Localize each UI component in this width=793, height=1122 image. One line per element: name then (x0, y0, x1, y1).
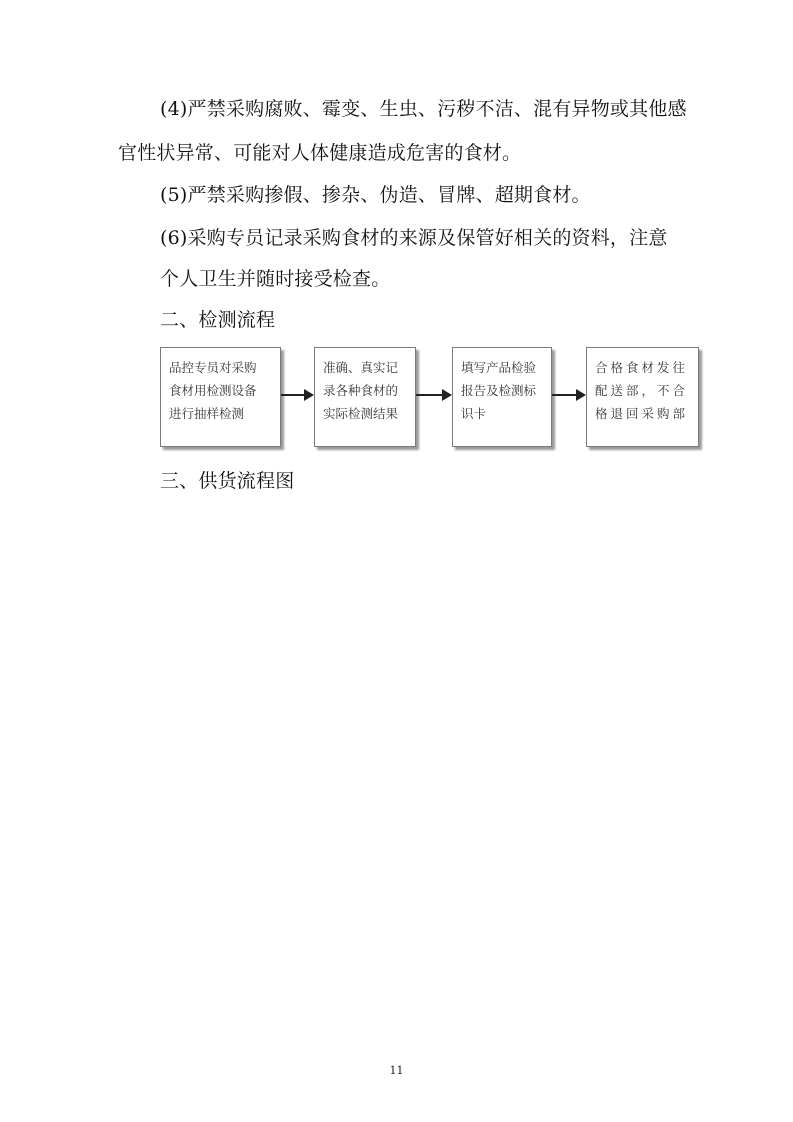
flow-step-record-results: 准确、真实记 录各种食材的 实际检测结果 (314, 347, 416, 447)
supply-flow-heading: 三、供货流程图 (160, 470, 295, 492)
item-6-line-2: 个人卫生并随时接受检查。 (160, 268, 391, 290)
item-4-line-2: 官性状异常、可能对人体健康造成危害的食材。 (118, 142, 522, 164)
page-number: 11 (389, 1064, 404, 1077)
item-4-line-1: (4)严禁采购腐败、霉变、生虫、污秽不洁、混有异物或其他感 (160, 98, 687, 120)
flow-arrow-2 (416, 389, 452, 401)
flow-step-fill-report: 填写产品检验 报告及检测标 识卡 (452, 347, 552, 447)
inspection-flowchart (160, 347, 705, 455)
item-6-line-1: (6)采购专员记录采购食材的来源及保管好相关的资料，注意 (160, 227, 668, 249)
flow-step-sampling: 品控专员对采购 食材用检测设备 进行抽样检测 (160, 347, 281, 447)
item-5: (5)严禁采购掺假、掺杂、伪造、冒牌、超期食材。 (160, 184, 591, 206)
flow-step-dispatch-or-return: 合格食材发往 配送部，不合 格退回采购部 (586, 347, 699, 447)
inspection-flow-heading: 二、检测流程 (160, 309, 276, 331)
flow-arrow-1 (281, 389, 314, 401)
flow-arrow-3 (552, 389, 586, 401)
